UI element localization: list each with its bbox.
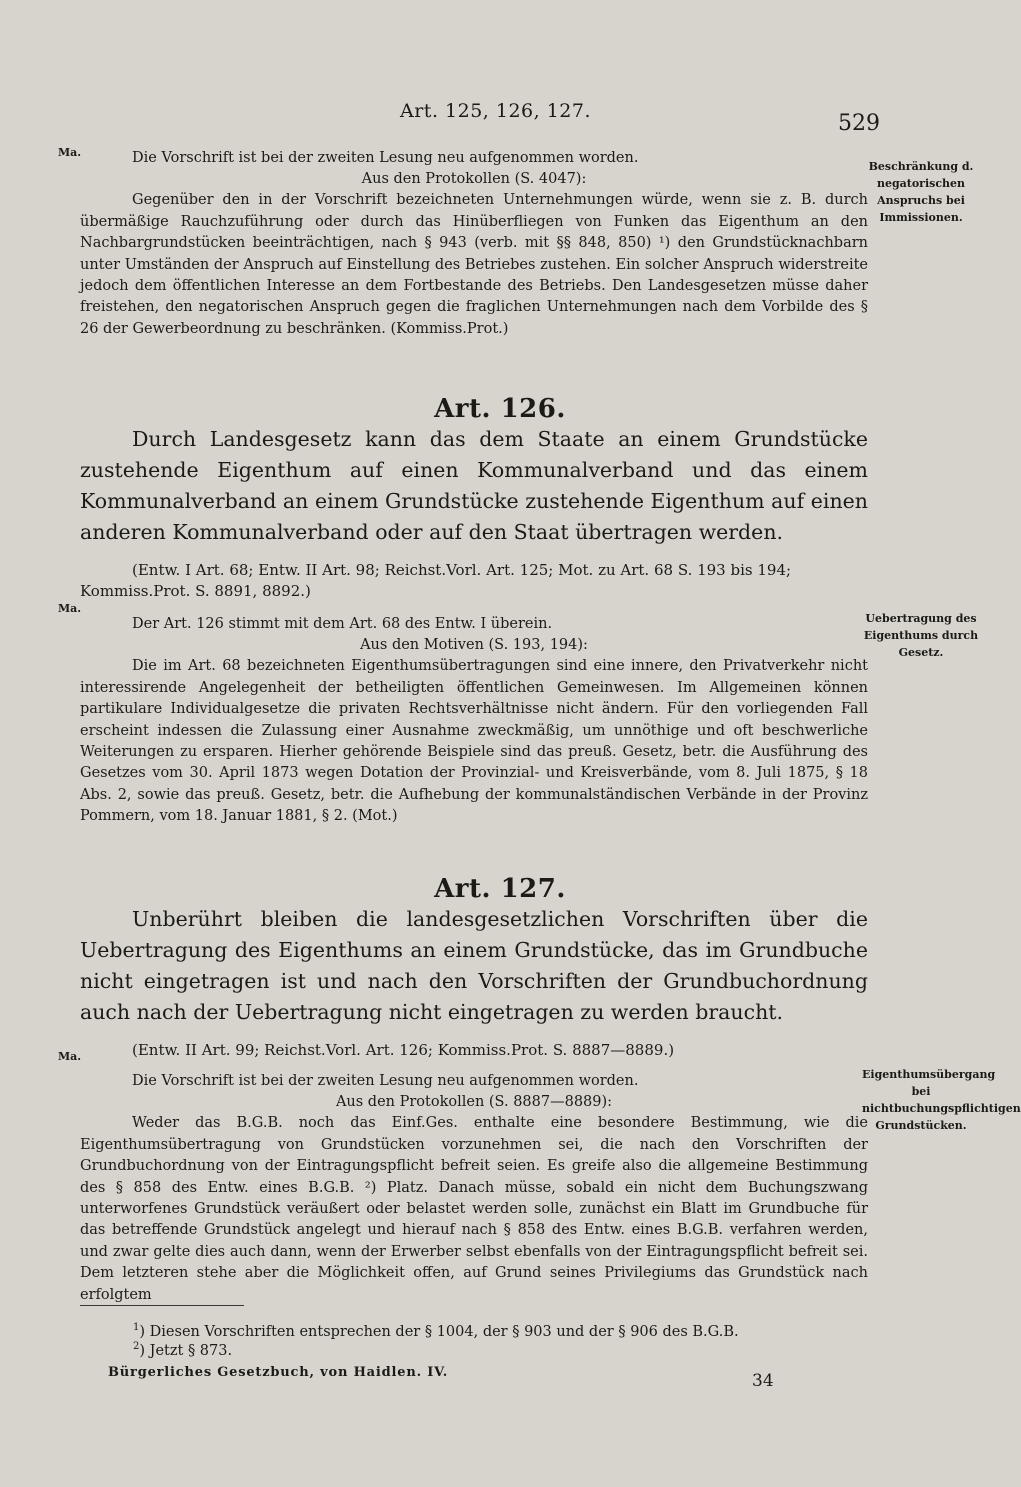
art125-note: Die Vorschrift ist bei der zweiten Lesung neu aufgenommen worden. [132, 150, 639, 166]
ma-label-art125: Ma. [58, 146, 82, 159]
footnote-1-text: Diesen Vorschriften entsprechen der § 1004, der § 903 und der § 906 des B.G.B. [149, 1323, 739, 1340]
art126-heading-row [0, 394, 1000, 424]
art126-references: (Entw. I Art. 68; Entw. II Art. 98; Reichst.Vorl. Art. 125; Mot. zu Art. 68 S. 193 bis 194; Kommiss.Prot. S. 8891, 8892.) [80, 561, 792, 600]
art127-source: Aus den Protokollen (S. 8887—8889): [335, 1094, 613, 1111]
art125-protocol-text: Gegenüber den in der Vorschrift bezeichneten Unternehmungen würde, wenn sie z. B. durch übermäßige Rauchzuführung oder durch das Hinüberfliegen von Funken das Eigenthum an den Nachbargrundstücken beeinträchtigen, nach § 943 (verb. mit §§ 848, 850) ¹) den Grundstücknachbarn unter Umständen der Anspruch auf Einstellung des Betriebes zustehen. Ein solcher Anspruch widerstreite jedoch dem öffentlichen Interesse an dem Fortbestande des Betriebs. Den Landesgesetzen müsse daher freistehen, den negatorischen Anspruch gegen die fraglichen Unternehmungen nach dem Vorbilde des § 26 der Gewerbeordnung zu beschränken. (Kommiss.Prot.) [80, 192, 868, 337]
art127-heading-row [0, 874, 1000, 904]
art127-heading: Art. 127. [434, 874, 566, 904]
art126-source: Aus den Motiven (S. 193, 194): [360, 637, 588, 654]
art126-section [80, 424, 868, 828]
footnote-2: $^2$) Jetzt § 873. [133, 1341, 233, 1359]
art126-heading: Art. 126. [434, 394, 566, 424]
ma-label-art127: Ma. [58, 1050, 82, 1063]
page-number: 529 [838, 111, 880, 136]
footnote-rule [80, 1305, 244, 1306]
sheet-number: 34 [752, 1371, 774, 1391]
margin-note-immissionen: Beschränkung d. negatorischen Anspruchs bei Immissionen. [868, 160, 974, 224]
art126-note: Der Art. 126 stimmt mit dem Art. 68 des Entw. I überein. [132, 616, 553, 632]
ma-label-art126: Ma. [58, 602, 82, 615]
art127-protocol-text: Weder das B.G.B. noch das Einf.Ges. enthalte eine besondere Bestimmung, wie die Eigenthumsübertragung von Grundstücken vorzunehmen sei, die nach den Vorschriften der Grundbuchordnung von der Eintragungspflicht befreit seien. Es greife also die allgemeine Bestimmung des § 858 des Entw. eines B.G.B. ²) Platz. Danach müsse, sobald ein nicht dem Buchungszwang unterworfenes Grundstück veräußert oder belastet werden solle, zunächst ein Blatt im Grundbuche für das betreffende Grundstück angelegt und hierauf nach § 858 des Entw. eines B.G.B. verfahren werden, und zwar gelte dies auch dann, wenn der Erwerber selbst ebenfalls von der Eintragungspflicht befreit sei. Dem letzteren stehe aber die Möglichkeit offen, auf Grund seines Privilegiums das Grundstück nach erfolgtem [80, 1115, 868, 1303]
art126-motive-text: Die im Art. 68 bezeichneten Eigenthumsübertragungen sind eine innere, den Privatverkehr nicht interessirende Angelegenheit der betheiligten öffentlichen Gemeinwesen. Im Allgemeinen können partikulare Individualgesetze die privaten Rechtsverhältnisse nicht ändern. Für den vorliegenden Fall erscheint indessen die Zulassung einer Ausnahme zweckmäßig, um unnöthige und oft beschwerliche Weiterungen zu ersparen. Hierher gehörende Beispiele sind das preuß. Gesetz, betr. die Ausführung des Gesetzes vom 30. April 1873 wegen Dotation der Provinzial- und Kreisverbände, vom 8. Juli 1875, § 18 Abs. 2, sowie das preuß. Gesetz, betr. die Aufhebung der kommunalständischen Verbände in der Provinz Pommern, vom 18. Januar 1881, § 2. (Mot.) [80, 658, 868, 825]
art127-law-text: Unberührt bleiben die landesgesetzlichen Vorschriften über die Uebertragung des Eigenthums an einem Grundstücke, das im Grundbuche nicht eingetragen ist und nach den Vorschriften der Grundbuchordnung auch nach der Uebertragung nicht eingetragen zu werden braucht. [80, 907, 868, 1024]
art127-references: (Entw. II Art. 99; Reichst.Vorl. Art. 126; Kommiss.Prot. S. 8887—8889.) [132, 1041, 675, 1059]
margin-note-eigenthumsuebergang: Eigenthumsübergang bei nichtbuchungspflichtigen Grundstücken. [862, 1068, 1021, 1132]
art126-law-text: Durch Landesgesetz kann das dem Staate an einem Grundstücke zustehende Eigenthum auf einen Kommunalverband und das einem Kommunalverband an einem Grundstücke zustehende Eigenthum auf einen anderen Kommunalverband oder auf den Staat übertragen werden. [80, 427, 868, 544]
running-header: Art. 125, 126, 127. [400, 100, 592, 122]
art125-source: Aus den Protokollen (S. 4047): [361, 171, 587, 188]
footnote-2-text: Jetzt § 873. [149, 1342, 233, 1359]
footnote-2-mark: 2 [133, 1341, 140, 1352]
footnote-1-mark: 1 [133, 1322, 140, 1333]
art127-note: Die Vorschrift ist bei der zweiten Lesung neu aufgenommen worden. [132, 1073, 639, 1089]
footnote-1: $^1$) Diesen Vorschriften entsprechen der § 1004, der § 903 und der § 906 des B.G.B. [133, 1322, 739, 1340]
art125-section [80, 148, 868, 340]
margin-note-uebertragung: Uebertragung des Eigenthums durch Gesetz. [863, 612, 979, 659]
art127-section [80, 904, 868, 1306]
printer-signature: Bürgerliches Gesetzbuch, von Haidlen. IV. [108, 1365, 449, 1380]
